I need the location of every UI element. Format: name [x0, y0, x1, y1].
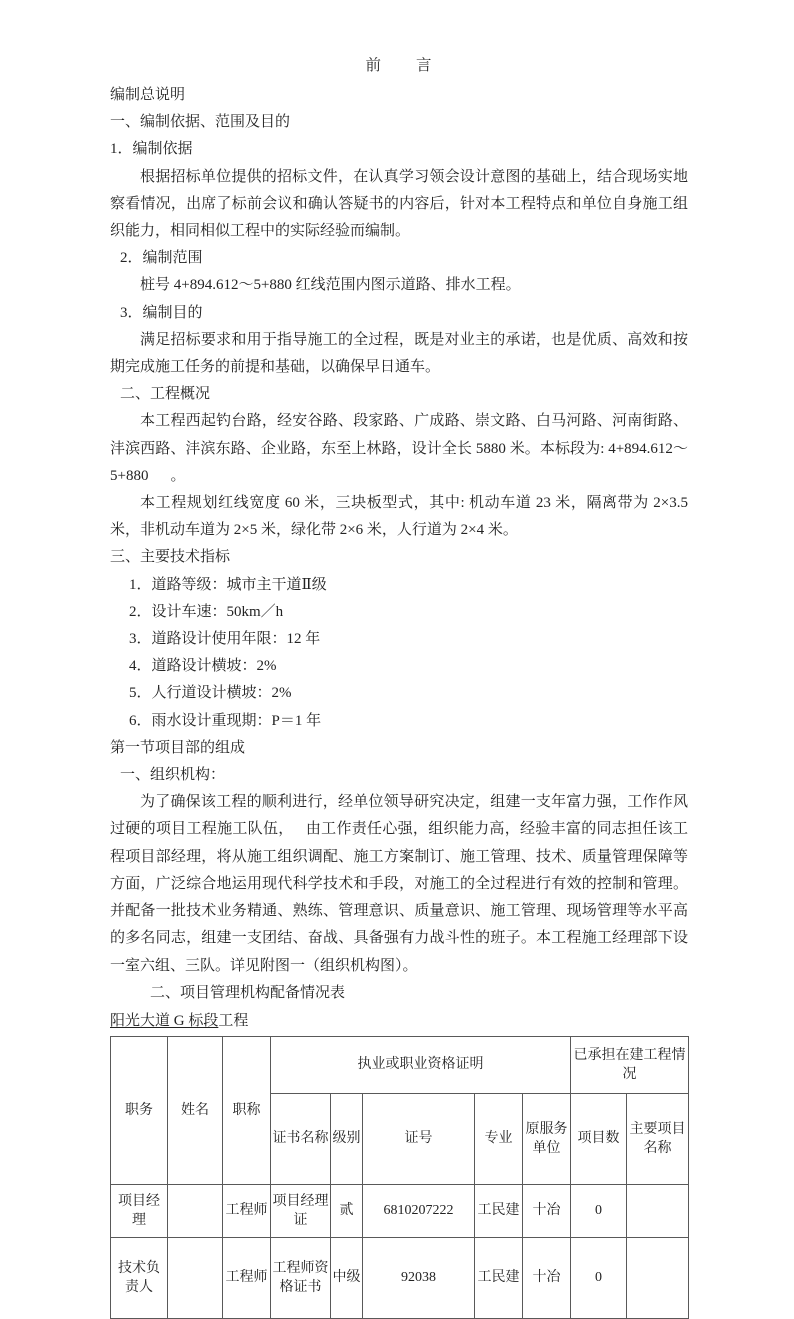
table-row — [111, 1184, 689, 1237]
cell-cert-no: 6810207222 — [363, 1184, 475, 1237]
cell-project-count: 0 — [571, 1184, 627, 1237]
cell-level: 贰 — [331, 1184, 363, 1237]
paragraph-project-overview-2: 本工程规划红线宽度 60 米，三块板型式，其中: 机动车道 23 米，隔离带为 2×3.5 米，非机动车道为 2×5 米，绿化带 2×6 米，人行道为 2×4 米。 — [110, 495, 688, 539]
header-level: 级别 — [331, 1093, 363, 1184]
cell-title: 工程师 — [223, 1237, 271, 1318]
cell-level: 中级 — [331, 1237, 363, 1318]
cell-major: 工民建 — [475, 1184, 523, 1237]
heading-section-project-team: 第一节项目部的组成 — [110, 739, 246, 756]
table-caption-plain: 工程 — [218, 1012, 249, 1029]
cell-cert-no: 92038 — [363, 1237, 475, 1318]
cell-title: 工程师 — [223, 1184, 271, 1237]
paragraph-basis-body: 根据招标单位提供的招标文件，在认真学习领会设计意图的基础上，结合现场实地察看情况，出席了标前会议和确认答疑书的内容后，针对本工程特点和单位自身施工组织能力，相同相似工程中的实际经验而编制。 — [110, 168, 688, 240]
cell-project-names — [627, 1184, 689, 1237]
cell-project-count: 0 — [571, 1237, 627, 1318]
cell-major: 工民建 — [475, 1237, 523, 1318]
table-caption — [110, 1009, 688, 1033]
header-prev-unit: 原服务单位 — [523, 1093, 571, 1184]
heading-project-overview: 二、工程概况 — [120, 386, 211, 403]
organization-body-part-1: 为了确保该工程的顺利进行，经单位领导研究决定，组建一支年富力强，工作作风过硬的项目工程施工队伍， — [110, 794, 688, 838]
indicator-rain-return-period: 6．雨水设计重现期：P＝1 年 — [129, 712, 322, 729]
project-management-table — [110, 1036, 689, 1319]
heading-organization: 一、组织机构： — [120, 767, 226, 784]
cell-cert-name: 工程师资格证书 — [271, 1237, 331, 1318]
header-duty: 职务 — [111, 1036, 168, 1184]
organization-body-part-2: 由工作责任心强，组织能力高，经验丰富的同志担任该工程项目部经理，将从施工组织调配、施工方案制订、施工管理、技术、质量管理保障等方面，广泛综合地运用现代科学技术和手段，对施工的全过程进行有效的控制和管理。并配备一批技术业务精通、熟练、管理意识、质量意识、施工管理、现场管理等水平高的多名同志，组建一支团结、奋战、具备强有力战斗性的班子。本工程施工经理部下设一室六组、三队。详见附图一（组织机构图）。 — [110, 821, 688, 974]
cell-duty: 项目经理 — [111, 1184, 168, 1237]
header-name: 姓名 — [168, 1036, 223, 1184]
header-major: 专业 — [475, 1093, 523, 1184]
document-title — [110, 52, 688, 80]
document-title-part-2: 言 — [416, 57, 433, 74]
indicator-design-speed: 2．设计车速：50km／h — [129, 603, 284, 620]
project-overview-period: 。 — [170, 467, 186, 484]
heading-scope: 2．编制范围 — [120, 250, 203, 267]
cell-name — [168, 1237, 223, 1318]
paragraph-organization-body — [110, 789, 688, 979]
header-project-count: 项目数 — [571, 1093, 627, 1184]
project-overview-text: 本工程西起钓台路，经安谷路、段家路、广成路、崇文路、白马河路、河南街路、沣滨西路、沣滨东路、企业路，东至上林路，设计全长 5880 米。本标段为: 4+894.612～5+880 — [110, 413, 688, 484]
header-title: 职称 — [223, 1036, 271, 1184]
cell-prev-unit: 十冶 — [523, 1184, 571, 1237]
table-caption-underlined: 阳光大道 G 标段 — [110, 1012, 219, 1029]
indicator-road-cross-slope: 4．道路设计横坡：2% — [129, 658, 277, 675]
table-row — [111, 1237, 689, 1318]
document-title-part-1: 前 — [365, 57, 382, 74]
header-project-names: 主要项目名称 — [627, 1093, 689, 1184]
header-group-qualification: 执业或职业资格证明 — [271, 1036, 571, 1093]
indicator-sidewalk-cross-slope: 5．人行道设计横坡：2% — [129, 685, 292, 702]
paragraph-purpose-body: 满足招标要求和用于指导施工的全过程，既是对业主的承诺，也是优质、高效和按期完成施工任务的前提和基础，以确保早日通车。 — [110, 331, 688, 376]
header-cert-no: 证号 — [363, 1093, 475, 1184]
heading-management-table: 二、项目管理机构配备情况表 — [150, 984, 346, 1001]
header-group-undertaken: 已承担在建工程情况 — [571, 1036, 689, 1093]
heading-basis: 1．编制依据 — [110, 141, 193, 158]
cell-prev-unit: 十冶 — [523, 1237, 571, 1318]
cell-cert-name: 项目经理证 — [271, 1184, 331, 1237]
indicator-service-life: 3．道路设计使用年限：12 年 — [129, 631, 321, 648]
paragraph-project-overview-1 — [110, 408, 688, 490]
paragraph-scope-body: 桩号 4+894.612～5+880 红线范围内图示道路、排水工程。 — [140, 277, 521, 294]
document-content — [110, 52, 688, 1319]
header-cert-name: 证书名称 — [271, 1093, 331, 1184]
paragraph-overview-heading: 编制总说明 — [110, 87, 186, 103]
heading-technical-indicators: 三、主要技术指标 — [110, 549, 231, 566]
cell-project-names — [627, 1237, 689, 1318]
heading-section-one: 一、编制依据、范围及目的 — [110, 114, 291, 131]
indicator-road-grade: 1．道路等级：城市主干道Ⅱ级 — [129, 576, 327, 593]
cell-duty: 技术负责人 — [111, 1237, 168, 1318]
heading-purpose: 3．编制目的 — [120, 304, 203, 321]
cell-name — [168, 1184, 223, 1237]
table-header-row-group — [111, 1036, 689, 1093]
